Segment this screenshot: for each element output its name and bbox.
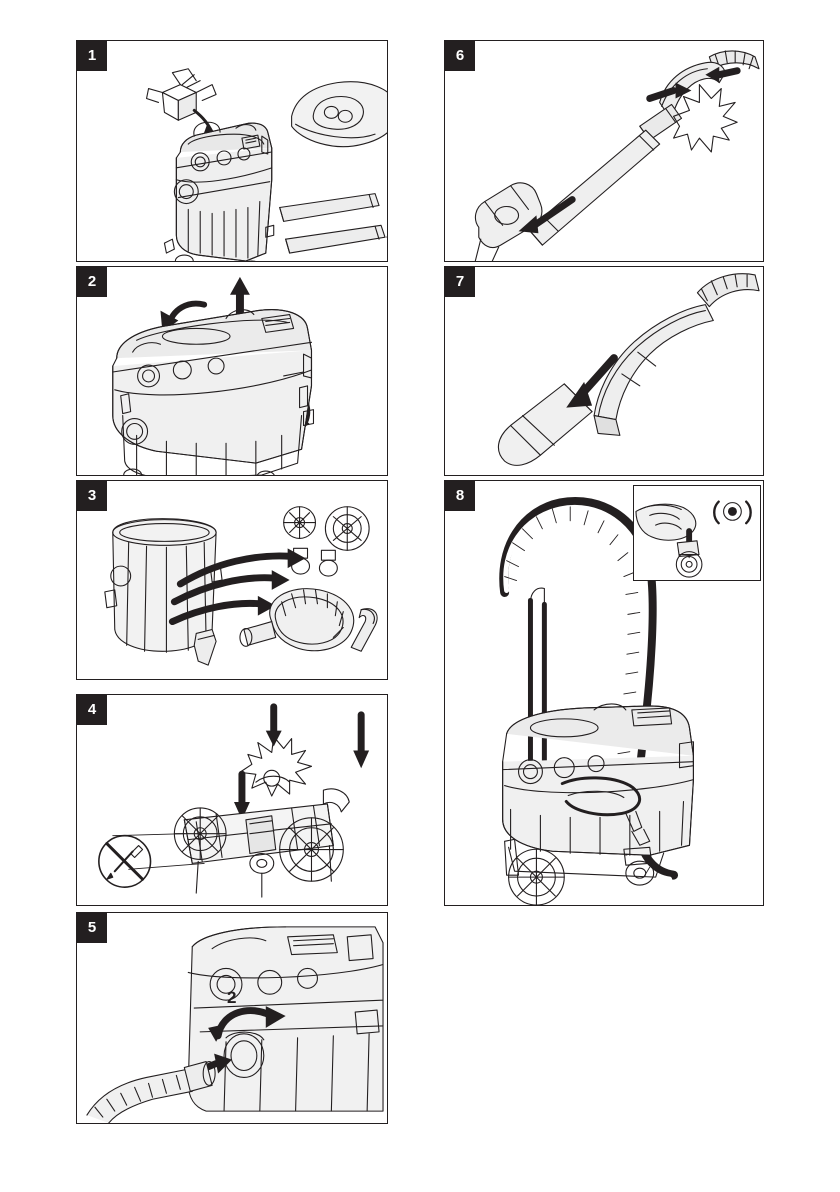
panel-step-5	[76, 912, 388, 1124]
step-number-6: 6	[445, 41, 475, 71]
panel-4-artwork	[77, 695, 387, 905]
panel-5-step-label: 2	[227, 988, 237, 1007]
panel-step-6	[444, 40, 764, 262]
panel-8-inset-artwork	[634, 486, 760, 580]
panel-7-artwork	[445, 267, 763, 475]
panel-3-artwork	[77, 481, 387, 679]
panel-6-artwork	[445, 41, 763, 261]
step-number-5: 5	[77, 913, 107, 943]
panel-2-artwork	[77, 267, 387, 475]
step-number-7: 7	[445, 267, 475, 297]
panel-step-1	[76, 40, 388, 262]
step-number-3: 3	[77, 481, 107, 511]
step-number-4: 4	[77, 695, 107, 725]
panel-step-2	[76, 266, 388, 476]
step-number-8: 8	[445, 481, 475, 511]
panel-step-3	[76, 480, 388, 680]
panel-step-7	[444, 266, 764, 476]
step-number-1: 1	[77, 41, 107, 71]
panel-1-artwork	[77, 41, 387, 261]
step-number-2: 2	[77, 267, 107, 297]
panel-step-4	[76, 694, 388, 906]
panel-step-8	[444, 480, 764, 906]
panel-8-inset	[633, 485, 761, 581]
panel-5-artwork	[77, 913, 387, 1123]
